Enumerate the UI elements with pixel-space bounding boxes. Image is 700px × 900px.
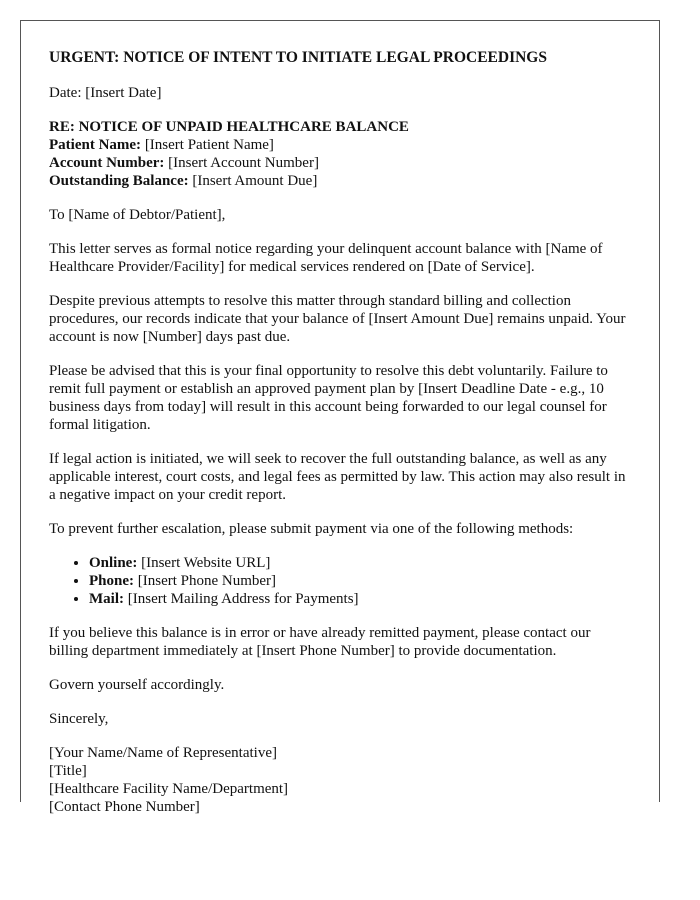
salutation: To [Name of Debtor/Patient],	[49, 207, 226, 223]
closing-remark: Govern yourself accordingly.	[49, 677, 225, 693]
payment-method-label: Online:	[89, 555, 138, 571]
paragraph-dispute: If you believe this balance is in error or have already remitted payment, please contact our billing department immediately at [Insert Phone Number] to provide documentation.	[49, 625, 591, 659]
payment-method-label: Mail:	[89, 591, 124, 607]
re-title: RE: NOTICE OF UNPAID HEALTHCARE BALANCE	[49, 119, 409, 135]
outstanding-balance-value: [Insert Amount Due]	[188, 173, 318, 189]
patient-name-label: Patient Name:	[49, 137, 142, 153]
paragraph-past-due: Despite previous attempts to resolve this matter through standard billing and collection procedures, our records indicate that your balance of [Insert Amount Due] remains unpaid. Your account is now [Number] days past due.	[49, 293, 626, 345]
signature-block	[49, 744, 633, 816]
payment-methods-list	[49, 554, 633, 608]
payment-method-mail	[89, 590, 633, 608]
signature-phone: [Contact Phone Number]	[49, 799, 200, 815]
re-block	[49, 118, 633, 190]
payment-method-value: [Insert Mailing Address for Payments]	[124, 591, 359, 607]
payment-method-label: Phone:	[89, 573, 134, 589]
signature-title: [Title]	[49, 763, 87, 779]
payment-method-value: [Insert Website URL]	[137, 555, 271, 571]
paragraph-final-opportunity: Please be advised that this is your final opportunity to resolve this debt voluntarily. Failure to remit full payment or establish an approved payment plan by [Insert Deadline Date - e.g., 10 business days from today] will result in this account being forwarded to our legal counsel for formal litigation.	[49, 363, 608, 433]
outstanding-balance-line	[49, 172, 633, 190]
paragraph-notice: This letter serves as formal notice regarding your delinquent account balance with [Name of Healthcare Provider/Facility] for medical services rendered on [Date of Service].	[49, 241, 603, 275]
patient-name-line	[49, 136, 633, 154]
patient-name-value: [Insert Patient Name]	[141, 137, 274, 153]
date-line: Date: [Insert Date]	[49, 85, 162, 101]
paragraph-payment-intro: To prevent further escalation, please submit payment via one of the following methods:	[49, 521, 574, 537]
account-number-line	[49, 154, 633, 172]
letter-heading: URGENT: NOTICE OF INTENT TO INITIATE LEGAL PROCEEDINGS	[49, 49, 547, 66]
signature-facility: [Healthcare Facility Name/Department]	[49, 781, 289, 797]
payment-method-online	[89, 554, 633, 572]
paragraph-legal-action: If legal action is initiated, we will seek to recover the full outstanding balance, as well as any applicable interest, court costs, and legal fees as permitted by law. This action may also result in a negative impact on your credit report.	[49, 451, 626, 503]
account-number-label: Account Number:	[49, 155, 165, 171]
account-number-value: [Insert Account Number]	[164, 155, 319, 171]
outstanding-balance-label: Outstanding Balance:	[49, 173, 189, 189]
payment-method-phone	[89, 572, 633, 590]
payment-method-value: [Insert Phone Number]	[134, 573, 277, 589]
letter-body	[49, 49, 633, 816]
signoff: Sincerely,	[49, 711, 109, 727]
signature-name: [Your Name/Name of Representative]	[49, 745, 277, 761]
letter-page	[20, 20, 660, 815]
